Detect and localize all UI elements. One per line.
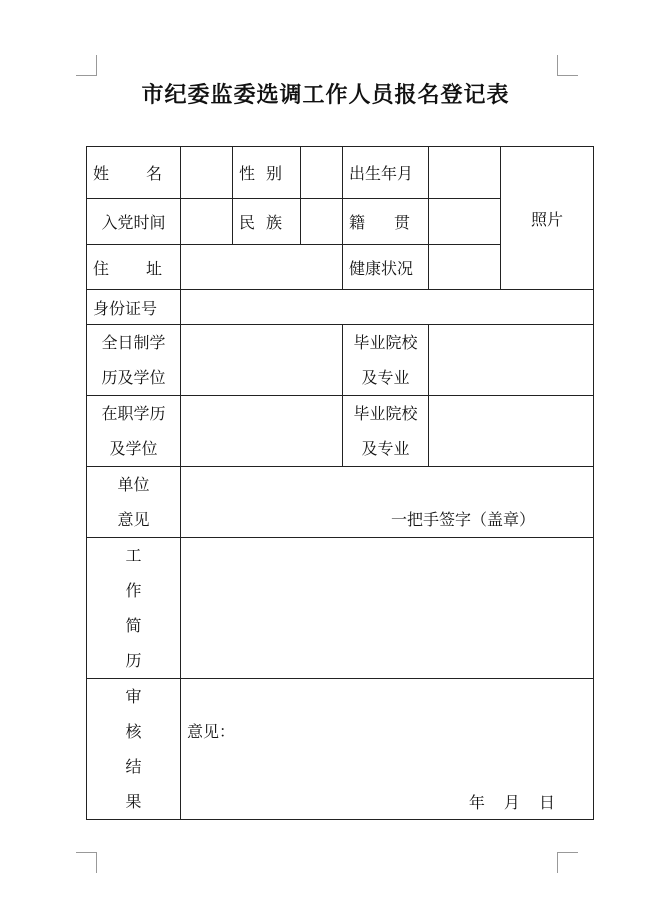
date-label: 年 月 日 <box>468 793 555 812</box>
inservice-school-label: 毕业院校 及专业 <box>343 396 429 467</box>
unit-opinion-label: 单位 意见 <box>87 467 181 538</box>
crop-mark-top-right <box>557 55 578 76</box>
fulltime-edu-field[interactable] <box>181 325 343 396</box>
party-date-field[interactable] <box>181 199 233 245</box>
unit-opinion-field[interactable] <box>181 467 594 538</box>
fulltime-edu-label: 全日制学 历及学位 <box>87 325 181 396</box>
inservice-edu-field[interactable] <box>181 396 343 467</box>
health-label: 健康状况 <box>343 245 429 290</box>
work-history-field[interactable] <box>181 538 594 679</box>
ethnicity-label: 民 族 <box>233 199 301 245</box>
page-title: 市纪委监委选调工作人员报名登记表 <box>141 83 510 108</box>
fulltime-school-label: 毕业院校 及专业 <box>343 325 429 396</box>
signature-label: 一把手签字（盖章） <box>390 510 535 529</box>
native-place-field[interactable] <box>429 199 501 245</box>
address-field[interactable] <box>181 245 343 290</box>
review-result-field[interactable] <box>181 679 594 820</box>
gender-label: 性 别 <box>233 147 301 199</box>
inservice-school-field[interactable] <box>429 396 594 467</box>
health-field[interactable] <box>429 245 501 290</box>
party-date-label: 入党时间 <box>87 199 181 245</box>
gender-field[interactable] <box>301 147 343 199</box>
work-history-label: 工 作 简 历 <box>87 538 181 679</box>
registration-form-table <box>86 146 594 820</box>
crop-mark-top-left <box>76 55 97 76</box>
review-result-label: 审 核 结 果 <box>87 679 181 820</box>
opinion-label: 意见： <box>187 722 236 741</box>
native-place-label: 籍 贯 <box>343 199 429 245</box>
id-number-label: 身份证号 <box>87 290 181 325</box>
birth-field[interactable] <box>429 147 501 199</box>
fulltime-school-field[interactable] <box>429 325 594 396</box>
name-label: 姓 名 <box>87 147 181 199</box>
name-field[interactable] <box>181 147 233 199</box>
id-number-field[interactable] <box>181 290 594 325</box>
photo-box[interactable]: 照片 <box>501 147 594 290</box>
birth-label: 出生年月 <box>343 147 429 199</box>
ethnicity-field[interactable] <box>301 199 343 245</box>
crop-mark-bottom-left <box>76 852 97 873</box>
address-label: 住 址 <box>87 245 181 290</box>
inservice-edu-label: 在职学历 及学位 <box>87 396 181 467</box>
crop-mark-bottom-right <box>557 852 578 873</box>
